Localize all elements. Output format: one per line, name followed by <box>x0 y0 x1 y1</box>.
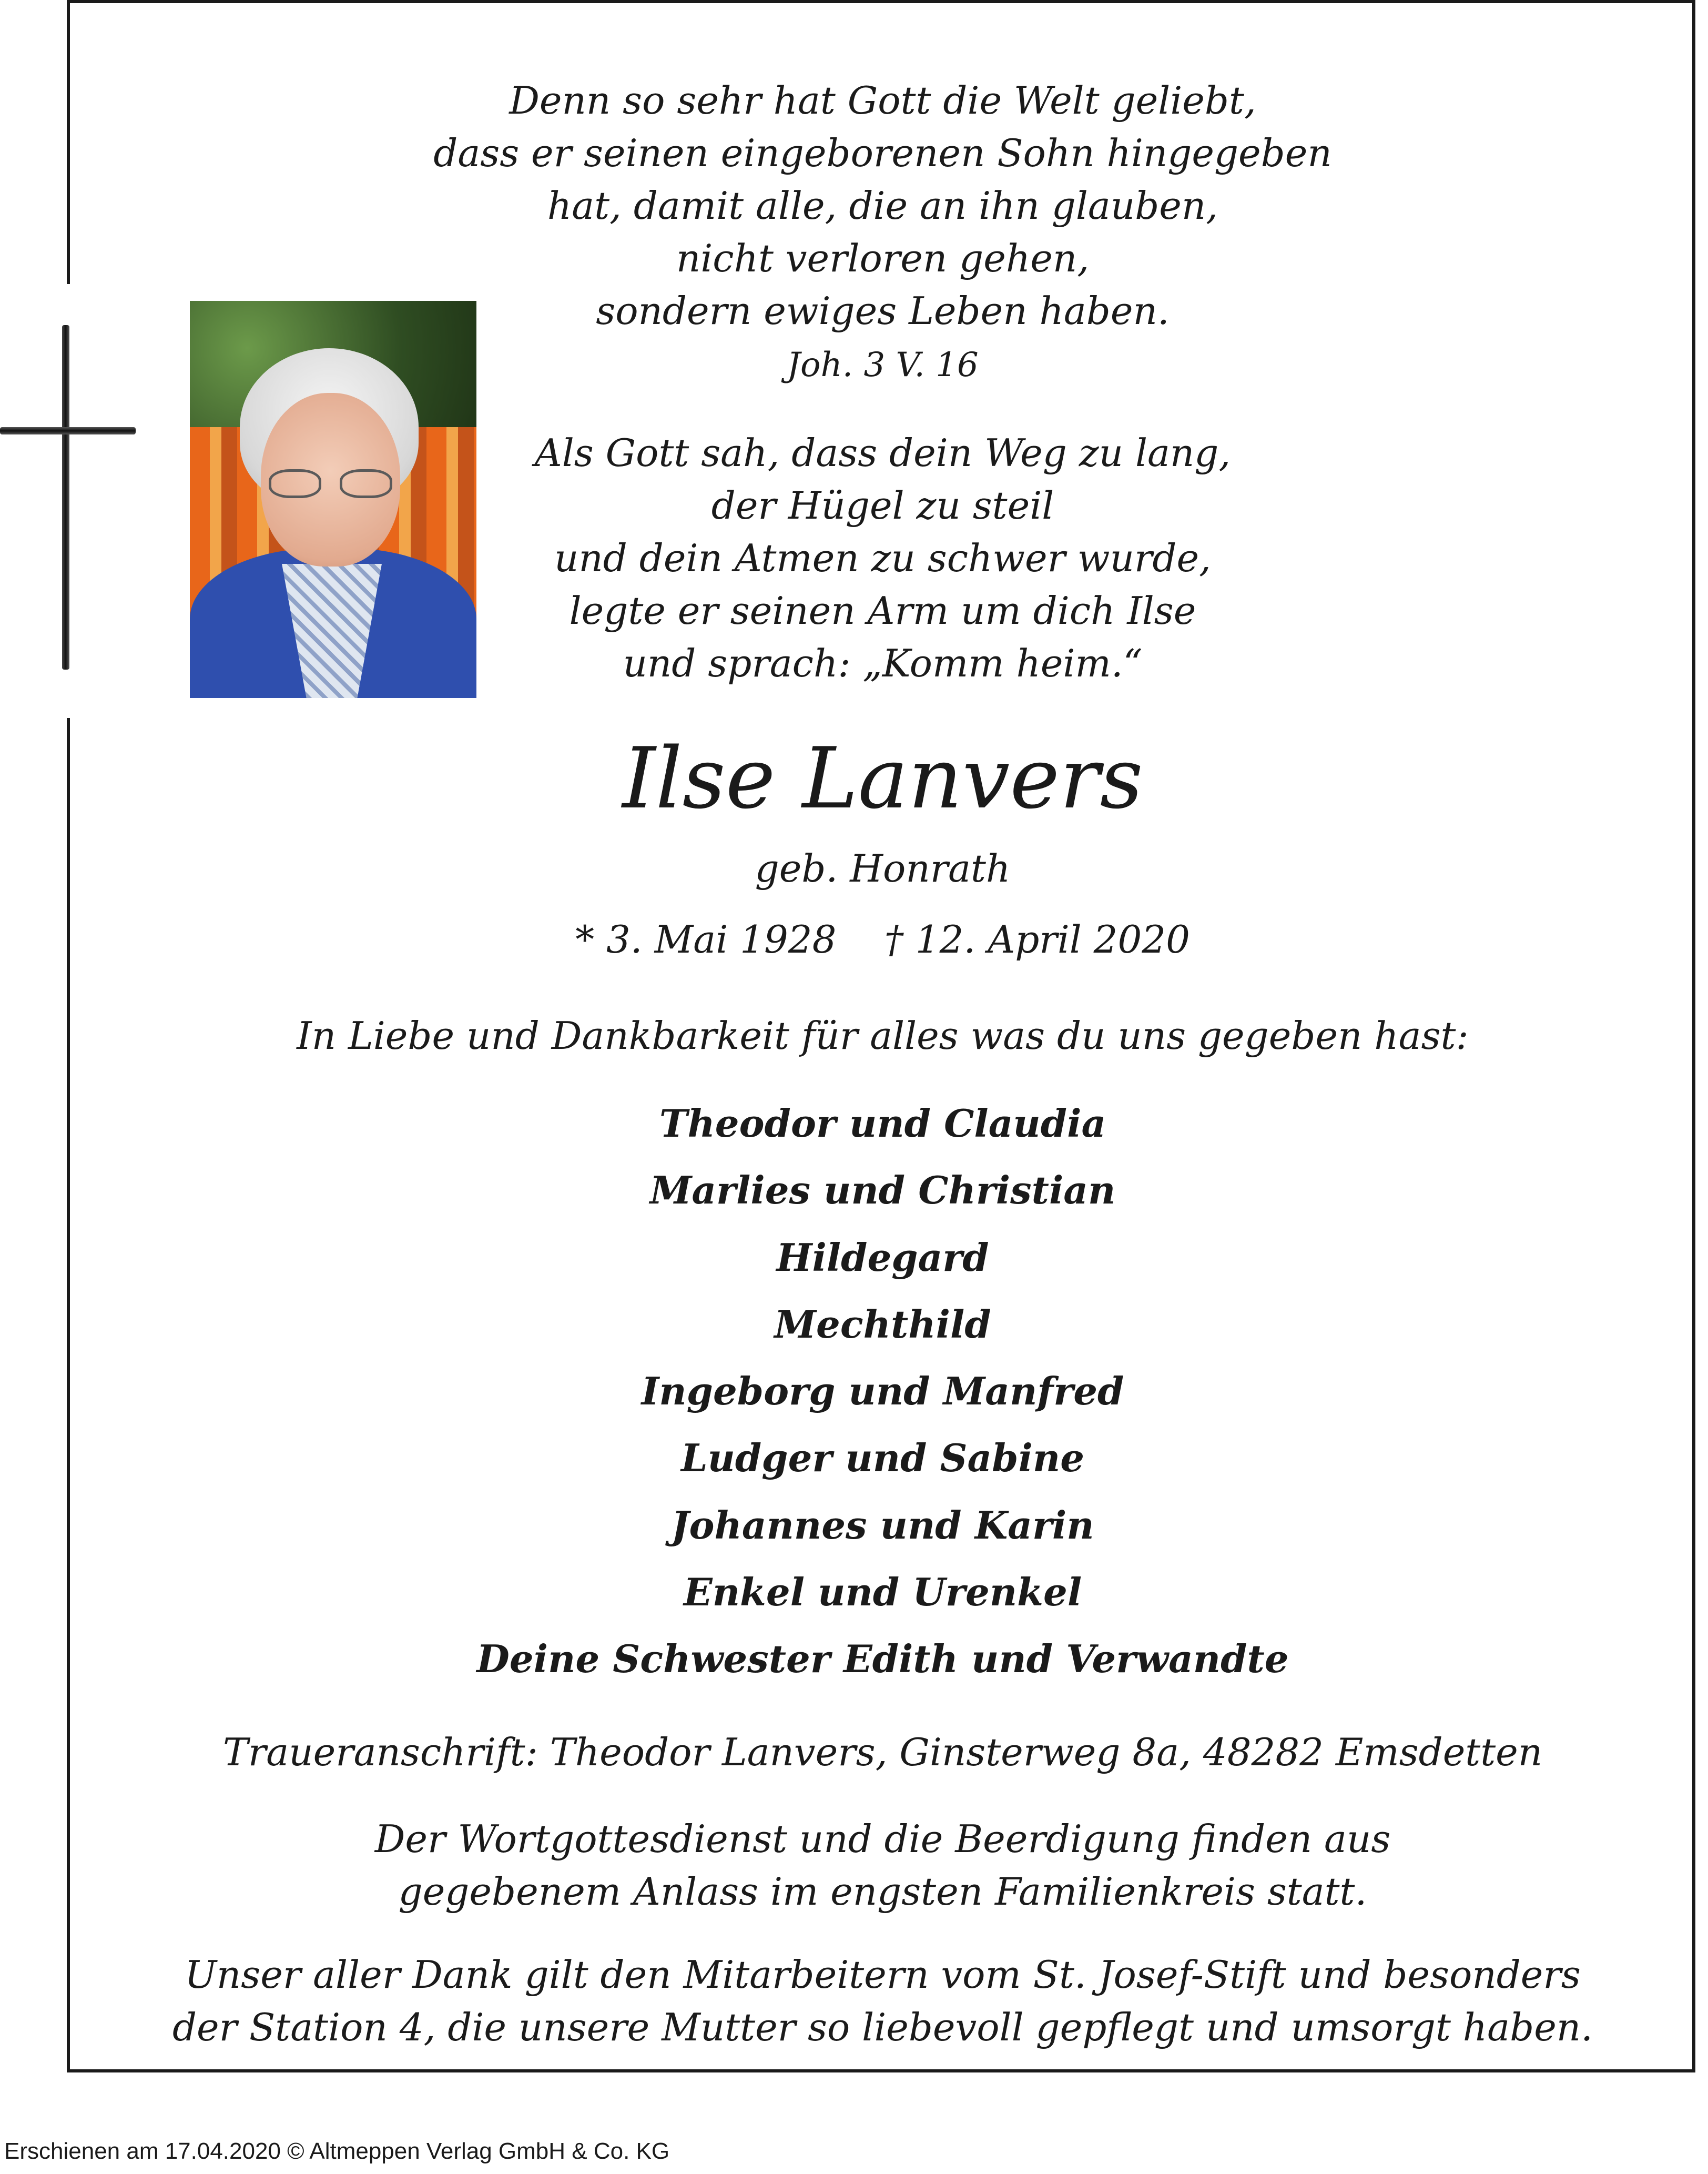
mourning-address: Traueranschrift: Theodor Lanvers, Ginsterweg 8a, 48282 Emsdetten <box>222 1730 1543 1774</box>
mourner-entry: Marlies und Christian <box>649 1168 1116 1212</box>
mourner-entry: Hildegard <box>776 1235 989 1280</box>
verse2-line: Als Gott sah, dass dein Weg zu lang, <box>534 431 1231 475</box>
cross-vertical-bar <box>62 325 69 670</box>
publication-footer: Erschienen am 17.04.2020 © Altmeppen Verlag GmbH & Co. KG <box>4 2138 670 2164</box>
mourner-entry: Theodor und Claudia <box>659 1101 1106 1146</box>
verse1-line: hat, damit alle, die an ihn glauben, <box>547 184 1218 228</box>
life-dates: * 3. Mai 1928 † 12. April 2020 <box>575 917 1190 962</box>
cross-horizontal-bar <box>0 427 136 434</box>
verse2-line: legte er seinen Arm um dich Ilse <box>569 589 1196 633</box>
verse1-line: Denn so sehr hat Gott die Welt geliebt, <box>509 78 1256 123</box>
mourner-entry: Ingeborg und Manfred <box>641 1369 1124 1413</box>
verse2-line: und dein Atmen zu schwer wurde, <box>554 536 1211 580</box>
thanks-line: der Station 4, die unsere Mutter so liebevoll gepflegt und umsorgt haben. <box>172 2005 1593 2049</box>
mourner-entry: Johannes und Karin <box>671 1503 1094 1548</box>
service-info-line: gegebenem Anlass im engsten Familienkreis statt. <box>398 1869 1367 1914</box>
deceased-name: Ilse Lanvers <box>622 729 1143 827</box>
verse1-line: nicht verloren gehen, <box>676 236 1090 280</box>
verse2-line: und sprach: „Komm heim.“ <box>623 641 1143 685</box>
verse2-line: der Hügel zu steil <box>711 483 1054 528</box>
mourner-entry: Enkel und Urenkel <box>683 1570 1082 1614</box>
verse1-reference: Joh. 3 V. 16 <box>787 346 979 385</box>
mourner-entry: Deine Schwester Edith und Verwandte <box>476 1636 1289 1681</box>
thanks-line: Unser aller Dank gilt den Mitarbeitern vom St. Josef-Stift und besonders <box>185 1953 1581 1997</box>
mourner-entry: Mechthild <box>774 1302 991 1347</box>
mourner-entry: Ludger und Sabine <box>680 1435 1085 1480</box>
dedication: In Liebe und Dankbarkeit für alles was du uns gegeben hast: <box>297 1014 1469 1058</box>
birth-name: geb. Honrath <box>755 846 1011 891</box>
service-info-line: Der Wortgottesdienst und die Beerdigung finden aus <box>374 1817 1391 1861</box>
verse1-line: dass er seinen eingeborenen Sohn hingegeben <box>433 131 1332 175</box>
verse1-line: sondern ewiges Leben haben. <box>596 289 1170 333</box>
